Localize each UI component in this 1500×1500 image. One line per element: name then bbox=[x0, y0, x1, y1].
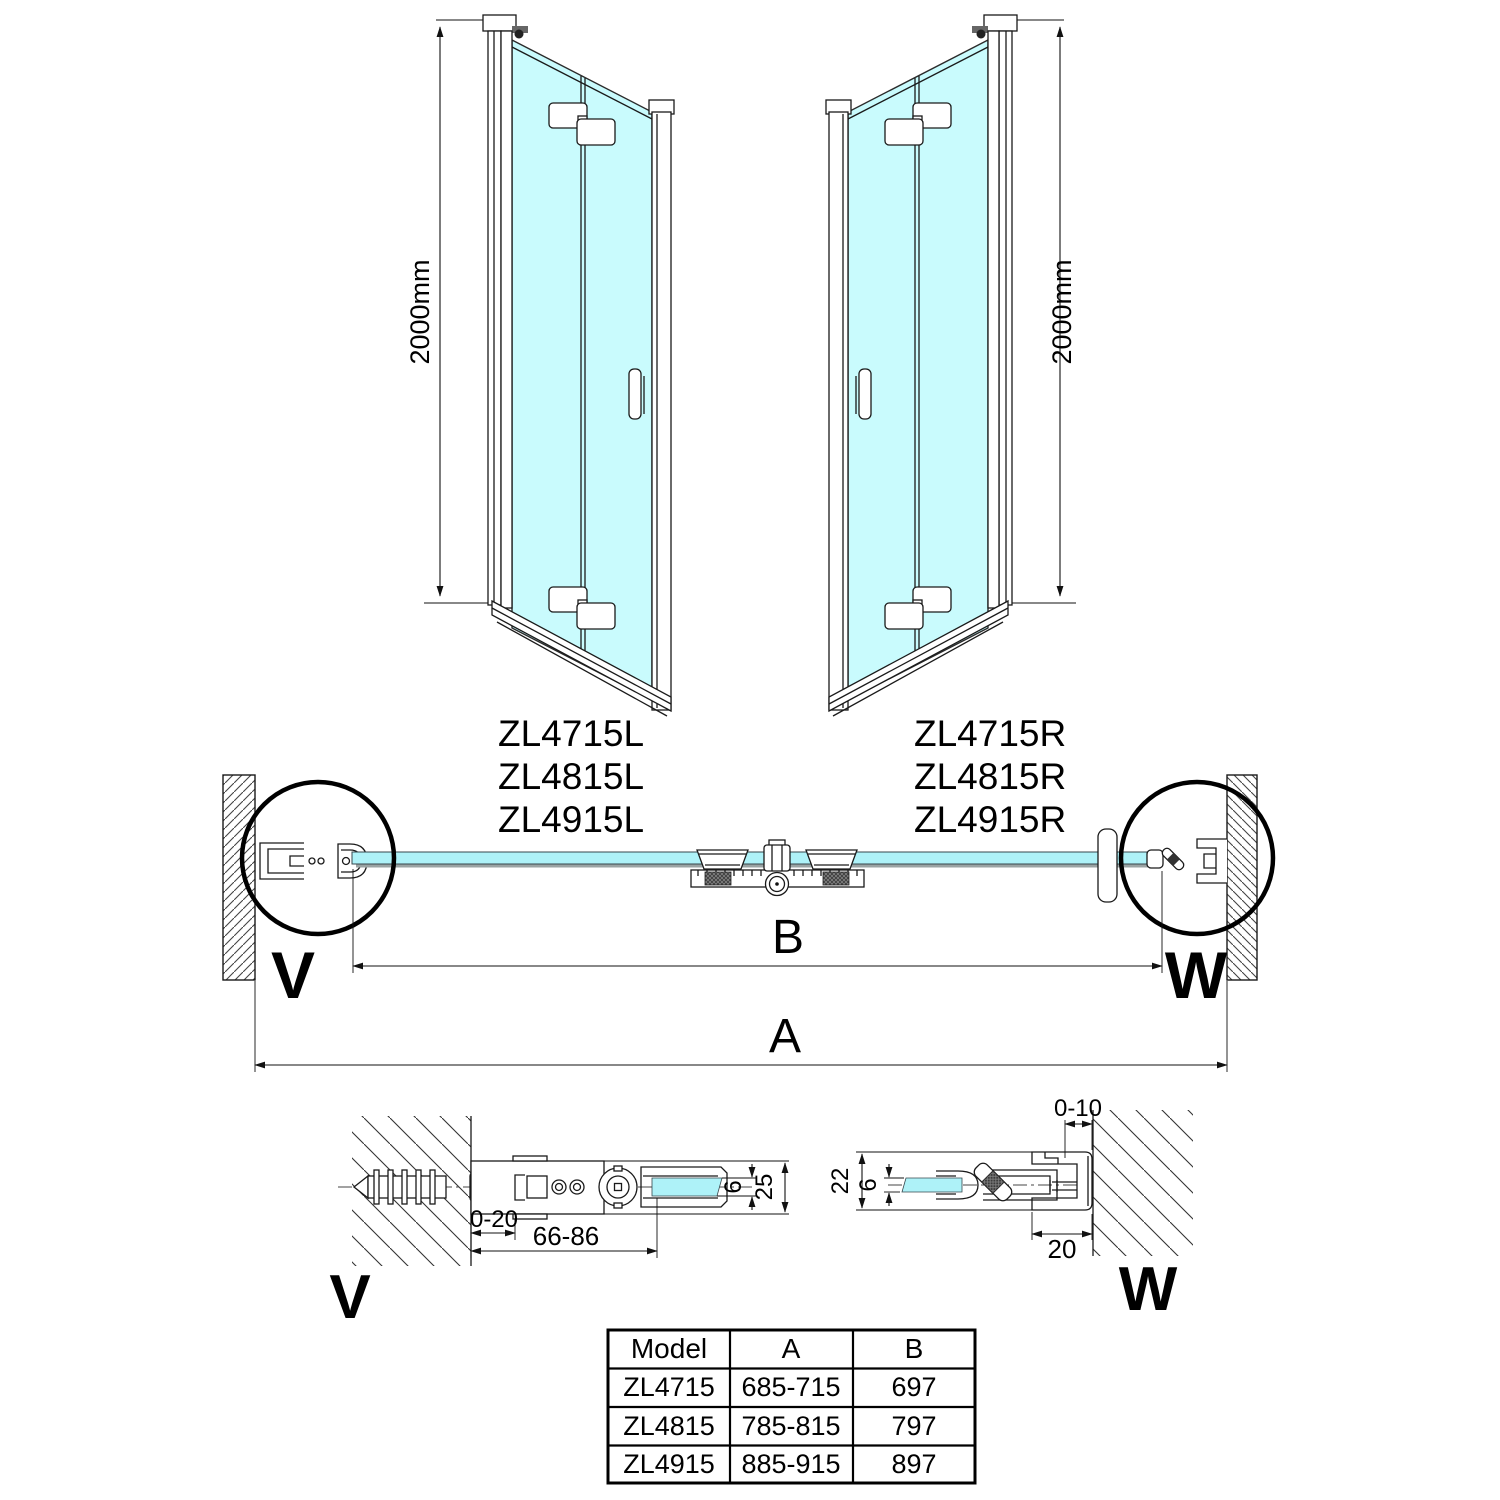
center-fold-hinge-plan bbox=[691, 840, 864, 896]
detail-w-glass bbox=[902, 1178, 962, 1192]
right-door-elevation bbox=[826, 15, 1076, 716]
detail-v-label: V bbox=[329, 1263, 371, 1332]
hinge-knuckle bbox=[764, 845, 790, 871]
plan-glass bbox=[352, 852, 1152, 864]
profile-depth-label: 25 bbox=[751, 1173, 778, 1201]
adjustment-label: 0-10 bbox=[1053, 1095, 1103, 1122]
detail-v-callout-label: V bbox=[270, 938, 316, 1012]
model-label: ZL4715R bbox=[914, 713, 1067, 754]
detail-w-label: W bbox=[1118, 1255, 1178, 1324]
cell-b: 697 bbox=[891, 1372, 937, 1402]
model-label: ZL4915L bbox=[498, 799, 645, 840]
detail-w-dimensions bbox=[827, 1095, 1102, 1264]
dimension-a bbox=[255, 981, 1227, 1072]
wall-receiver-profile-plan bbox=[1147, 839, 1227, 883]
cell-b: 797 bbox=[891, 1411, 937, 1441]
left-door-elevation bbox=[424, 15, 674, 716]
glass-end-seal bbox=[1147, 850, 1163, 868]
glass-clamp-left bbox=[697, 850, 748, 869]
detail-w-wall bbox=[1093, 1110, 1193, 1256]
model-labels-left bbox=[498, 713, 644, 840]
profile-height-label: 22 bbox=[827, 1167, 854, 1195]
detail-w-profile bbox=[902, 1152, 1092, 1210]
profile-width-label: 20 bbox=[1047, 1234, 1077, 1264]
glass-thickness-label: 6 bbox=[855, 1178, 882, 1192]
model-label: ZL4715L bbox=[498, 713, 645, 754]
cell-model: ZL4915 bbox=[623, 1449, 715, 1479]
cell-a: 785-815 bbox=[741, 1411, 841, 1441]
handle-plan bbox=[1098, 829, 1117, 902]
dimension-b-label: B bbox=[771, 911, 805, 964]
model-labels-right bbox=[914, 713, 1066, 840]
table-header-a: A bbox=[781, 1333, 801, 1364]
detail-v bbox=[329, 1116, 789, 1332]
glass-clamp-right bbox=[806, 850, 857, 869]
detail-w bbox=[827, 1095, 1193, 1324]
wall-hinge-profile-plan bbox=[260, 843, 367, 879]
spec-table bbox=[608, 1330, 975, 1483]
detail-v-glass bbox=[652, 1178, 722, 1196]
dimension-a-label: A bbox=[768, 1010, 802, 1063]
height-label-right: 2000mm bbox=[1047, 259, 1077, 365]
plan-view bbox=[223, 775, 1273, 1072]
glass-thickness-label: 6 bbox=[720, 1180, 747, 1194]
hinge-span-label: 66-86 bbox=[532, 1221, 600, 1251]
cell-model: ZL4815 bbox=[623, 1411, 715, 1441]
table-header-b: B bbox=[904, 1333, 924, 1364]
cell-b: 897 bbox=[891, 1449, 937, 1479]
model-label: ZL4915R bbox=[914, 799, 1067, 840]
table-header-model: Model bbox=[630, 1333, 708, 1364]
cell-a: 885-915 bbox=[741, 1449, 841, 1479]
wall-offset-label: 0-20 bbox=[469, 1206, 519, 1233]
pivot-knuckle bbox=[599, 1168, 637, 1206]
detail-w-callout-label: W bbox=[1164, 938, 1228, 1012]
cell-model: ZL4715 bbox=[623, 1372, 715, 1402]
left-wall bbox=[223, 775, 255, 980]
height-label-left: 2000mm bbox=[405, 259, 435, 365]
model-label: ZL4815L bbox=[498, 756, 645, 797]
model-label: ZL4815R bbox=[914, 756, 1067, 797]
cell-a: 685-715 bbox=[741, 1372, 841, 1402]
